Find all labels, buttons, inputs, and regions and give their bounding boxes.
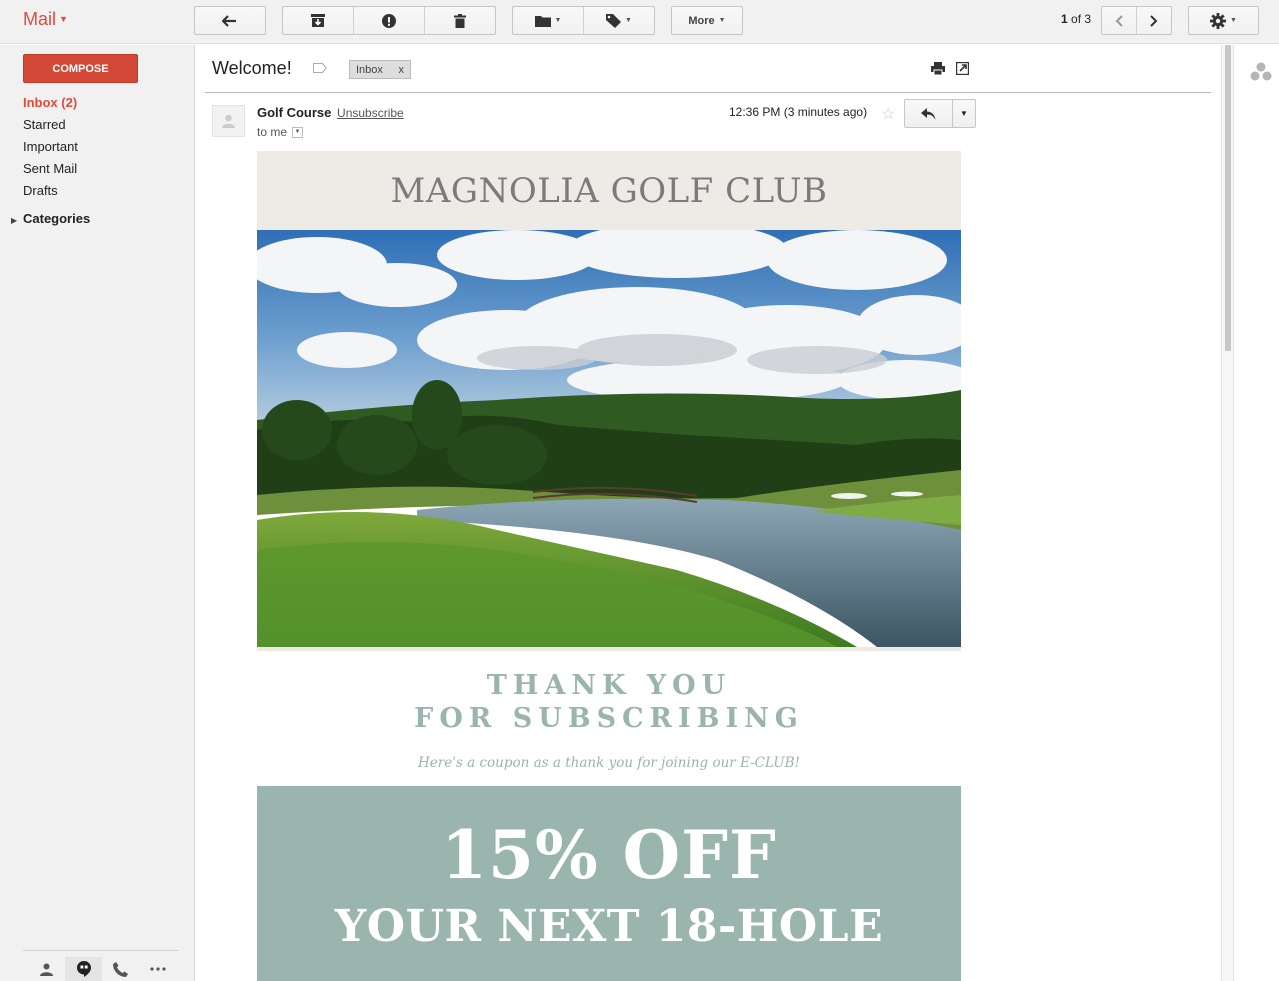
gear-icon [1210,13,1226,29]
label-icon[interactable] [313,63,327,73]
reply-icon [921,108,936,120]
golf-course-hero-image [257,230,961,647]
left-navigation [0,45,194,981]
caret-down-icon: ▼ [554,17,562,24]
message-subject: Welcome! [212,58,292,78]
caret-down-icon: ▼ [718,17,726,24]
caret-down-icon: ▼ [1230,17,1237,24]
thank-you-line-1: THANK YOU [486,670,732,701]
inbox-label-chip [349,60,411,79]
phone-tab[interactable] [102,957,139,981]
back-arrow-icon [222,15,238,27]
page-of-label: of [1071,12,1082,26]
nav-item-important[interactable]: Important [23,139,78,154]
club-name-header: MAGNOLIA GOLF CLUB [257,151,961,230]
avatar-icon [222,114,235,128]
coupon-line-2: YOUR NEXT 18-HOLE [334,901,884,952]
spam-icon [382,14,396,28]
archive-button[interactable] [283,7,354,34]
folder-icon [535,15,551,27]
action-button-group [282,6,496,35]
remove-label-button[interactable]: x [398,63,404,76]
sender-avatar [212,105,245,137]
image-divider [257,647,961,651]
more-button[interactable] [671,6,743,35]
more-button-label: More [688,14,715,27]
move-label-button-group [512,6,655,35]
message-pane [194,45,1221,981]
move-to-button[interactable] [513,7,584,34]
chat-tabs [28,957,178,981]
delete-button[interactable] [425,7,495,34]
nav-item-categories[interactable]: Categories [23,211,91,226]
tag-icon [606,14,621,28]
more-dots-icon [150,967,166,971]
inbox-label-text: Inbox [356,63,383,76]
mail-label: Mail [23,9,57,29]
nav-item-sent-mail[interactable]: Sent Mail [23,161,78,176]
nav-item-inbox[interactable]: Inbox (2) [23,95,78,110]
divider [23,950,178,951]
chevron-right-icon [1150,15,1158,27]
email-body [257,151,961,981]
compose-button[interactable]: COMPOSE [23,54,138,83]
more-tab[interactable] [139,957,176,981]
message-scrollbar[interactable] [1221,45,1234,981]
hangouts-tab[interactable] [65,957,102,981]
more-actions-dropdown[interactable]: ▼ [960,109,968,118]
reply-button[interactable] [905,100,953,127]
page-current: 1 [1061,12,1068,26]
delete-icon [454,14,466,28]
header-divider [205,92,1211,93]
print-icon[interactable] [931,62,945,75]
person-icon [40,963,53,976]
phone-icon [113,962,128,977]
older-button[interactable] [1137,7,1171,34]
labels-button[interactable] [584,7,654,34]
settings-button[interactable] [1188,6,1259,35]
report-spam-button[interactable] [354,7,425,34]
star-icon[interactable]: ☆ [881,106,896,123]
sender-name: Golf Course [257,105,332,120]
pagination-status [1061,12,1091,26]
people-icon[interactable] [1250,62,1272,82]
top-toolbar [0,0,1279,44]
recipient-text: to me [257,125,288,139]
unsubscribe-link[interactable]: Unsubscribe [337,106,404,120]
show-details-button[interactable]: ▼ [292,127,303,138]
coupon-block [257,786,961,981]
thank-you-heading [257,669,961,735]
recipient-line [257,125,303,139]
thank-you-line-2: FOR SUBSCRIBING [414,703,804,734]
nav-item-drafts[interactable]: Drafts [23,183,58,198]
mail-menu[interactable] [23,9,68,30]
popout-icon[interactable] [956,62,969,75]
contacts-tab[interactable] [28,957,65,981]
expand-triangle-icon[interactable]: ▶ [11,216,18,225]
message-timestamp: 12:36 PM (3 minutes ago) [729,105,868,119]
page-total: 3 [1084,12,1092,26]
reply-button-group [904,99,976,128]
caret-down-icon: ▼ [625,17,632,24]
pager-nav-group [1101,6,1172,35]
newer-button[interactable] [1102,7,1137,34]
scrollbar-thumb[interactable] [1225,45,1231,351]
hangouts-icon [77,961,91,977]
coupon-discount: 15% OFF [441,816,777,894]
nav-item-starred[interactable]: Starred [23,117,66,132]
archive-icon [311,14,325,27]
sender-line [257,105,404,120]
caret-down-icon: ▼ [59,14,68,24]
chevron-left-icon [1115,15,1123,27]
back-button[interactable] [194,6,266,35]
coupon-note: Here's a coupon as a thank you for joining our E-CLUB! [418,755,800,771]
